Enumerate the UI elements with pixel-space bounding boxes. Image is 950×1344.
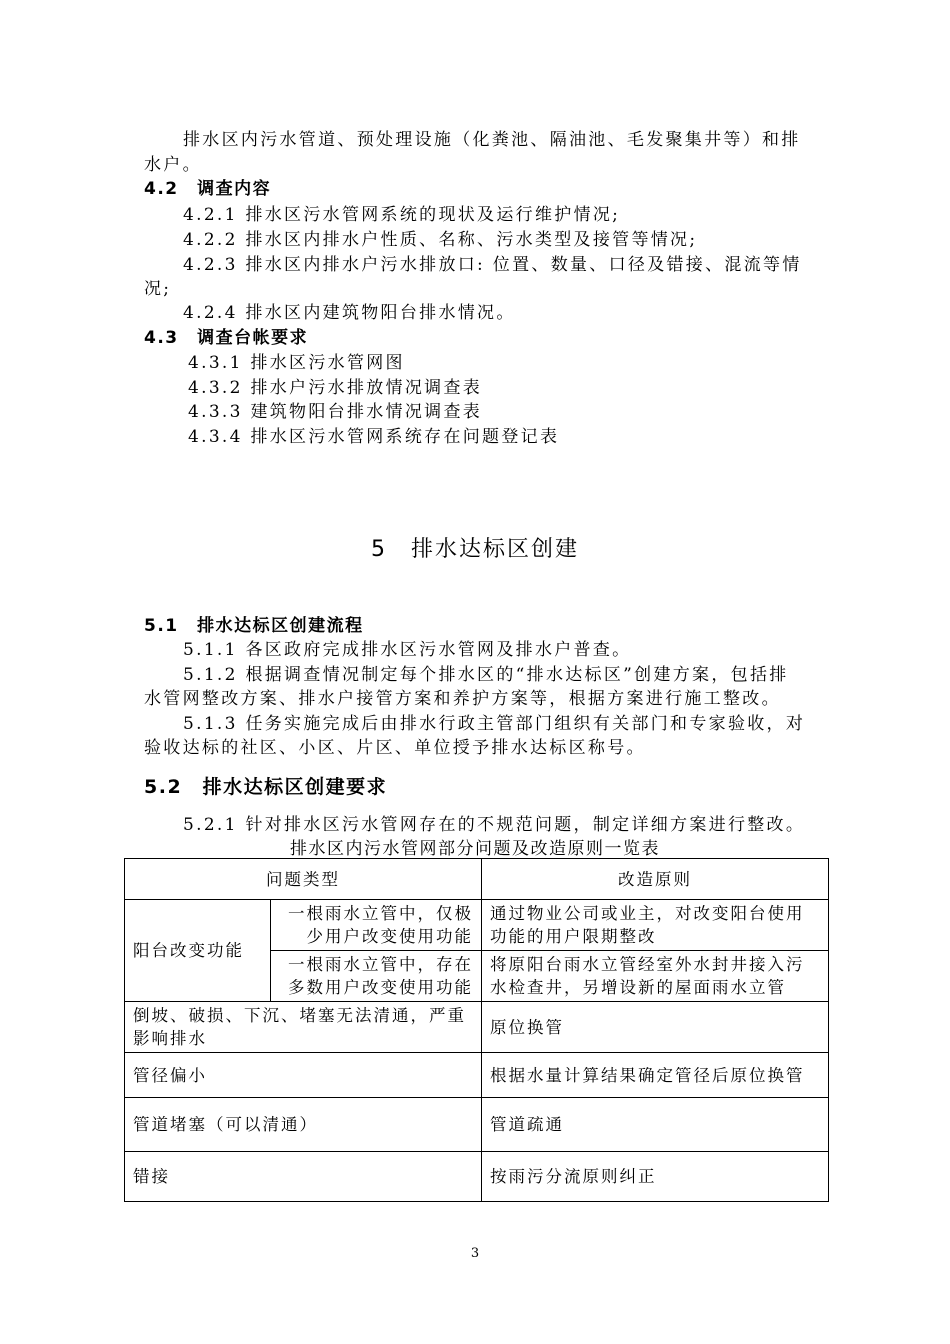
row-principle: 根据水量计算结果确定管径后原位换管 (482, 1053, 829, 1098)
page-number: 3 (470, 1246, 480, 1261)
table-header-row (125, 859, 829, 900)
item-4-3-3: 4.3.3 建筑物阳台排水情况调查表 (188, 402, 483, 422)
intro-line-2: 水户。 (144, 155, 202, 175)
item-5-1-2a: 5.1.2 根据调查情况制定每个排水区的“排水达标区”创建方案，包括排 (183, 665, 789, 685)
item-5-1-3b: 验收达标的社区、小区、片区、单位授予排水达标区称号。 (144, 738, 646, 758)
table-row (125, 1152, 829, 1202)
row-principle: 按雨污分流原则纠正 (482, 1152, 829, 1202)
row-principle: 原位换管 (482, 1002, 829, 1053)
item-4-2-4: 4.2.4 排水区内建筑物阳台排水情况。 (183, 303, 516, 323)
balcony-principle-1: 通过物业公司或业主，对改变阳台使用功能的用户限期整改 (482, 900, 829, 951)
item-5-2-1: 5.2.1 针对排水区污水管网存在的不规范问题，制定详细方案进行整改。 (183, 815, 806, 835)
heading-4-2: 4.2 调查内容 (144, 179, 272, 199)
balcony-problem-2: 一根雨水立管中，存在多数用户改变使用功能 (271, 951, 482, 1002)
balcony-problem-1: 一根雨水立管中，仅极少用户改变使用功能 (271, 900, 482, 951)
table-row (125, 1053, 829, 1098)
item-4-3-4: 4.3.4 排水区污水管网系统存在问题登记表 (188, 427, 560, 447)
header-problem-type: 问题类型 (125, 859, 482, 900)
item-4-2-2: 4.2.2 排水区内排水户性质、名称、污水类型及接管等情况; (183, 230, 698, 250)
item-5-1-3a: 5.1.3 任务实施完成后由排水行政主管部门组织有关部门和专家验收，对 (183, 714, 806, 734)
table-row (125, 900, 829, 951)
heading-5-1: 5.1 排水达标区创建流程 (144, 616, 364, 636)
intro-line-1: 排水区内污水管道、预处理设施（化粪池、隔油池、毛发聚集井等）和排 (183, 130, 801, 150)
problems-table (124, 858, 829, 1202)
table-row (125, 1098, 829, 1152)
balcony-principle-2: 将原阳台雨水立管经室外水封井接入污水检查井，另增设新的屋面雨水立管 (482, 951, 829, 1002)
heading-4-3: 4.3 调查台帐要求 (144, 328, 309, 348)
header-principle: 改造原则 (482, 859, 829, 900)
item-4-2-1: 4.2.1 排水区污水管网系统的现状及运行维护情况; (183, 205, 621, 225)
row-problem: 倒坡、破损、下沉、堵塞无法清通，严重影响排水 (125, 1002, 482, 1053)
item-4-3-1: 4.3.1 排水区污水管网图 (188, 353, 405, 373)
item-4-3-2: 4.3.2 排水户污水排放情况调查表 (188, 378, 483, 398)
row-problem: 管径偏小 (125, 1053, 482, 1098)
heading-5-2: 5.2 排水达标区创建要求 (144, 776, 388, 798)
row-problem: 错接 (125, 1152, 482, 1202)
chapter-5-title: 5 排水达标区创建 (371, 537, 579, 562)
item-5-1-2b: 水管网整改方案、排水户接管方案和养护方案等，根据方案进行施工整改。 (144, 689, 781, 709)
item-5-1-1: 5.1.1 各区政府完成排水区污水管网及排水户普查。 (183, 640, 632, 660)
item-4-2-3b: 况; (144, 279, 172, 299)
row-problem: 管道堵塞（可以清通） (125, 1098, 482, 1152)
row-principle: 管道疏通 (482, 1098, 829, 1152)
table-caption: 排水区内污水管网部分问题及改造原则一览表 (290, 839, 660, 859)
item-4-2-3a: 4.2.3 排水区内排水户污水排放口: 位置、数量、口径及错接、混流等情 (183, 255, 802, 275)
balcony-label: 阳台改变功能 (125, 900, 271, 1002)
table-row (125, 1002, 829, 1053)
